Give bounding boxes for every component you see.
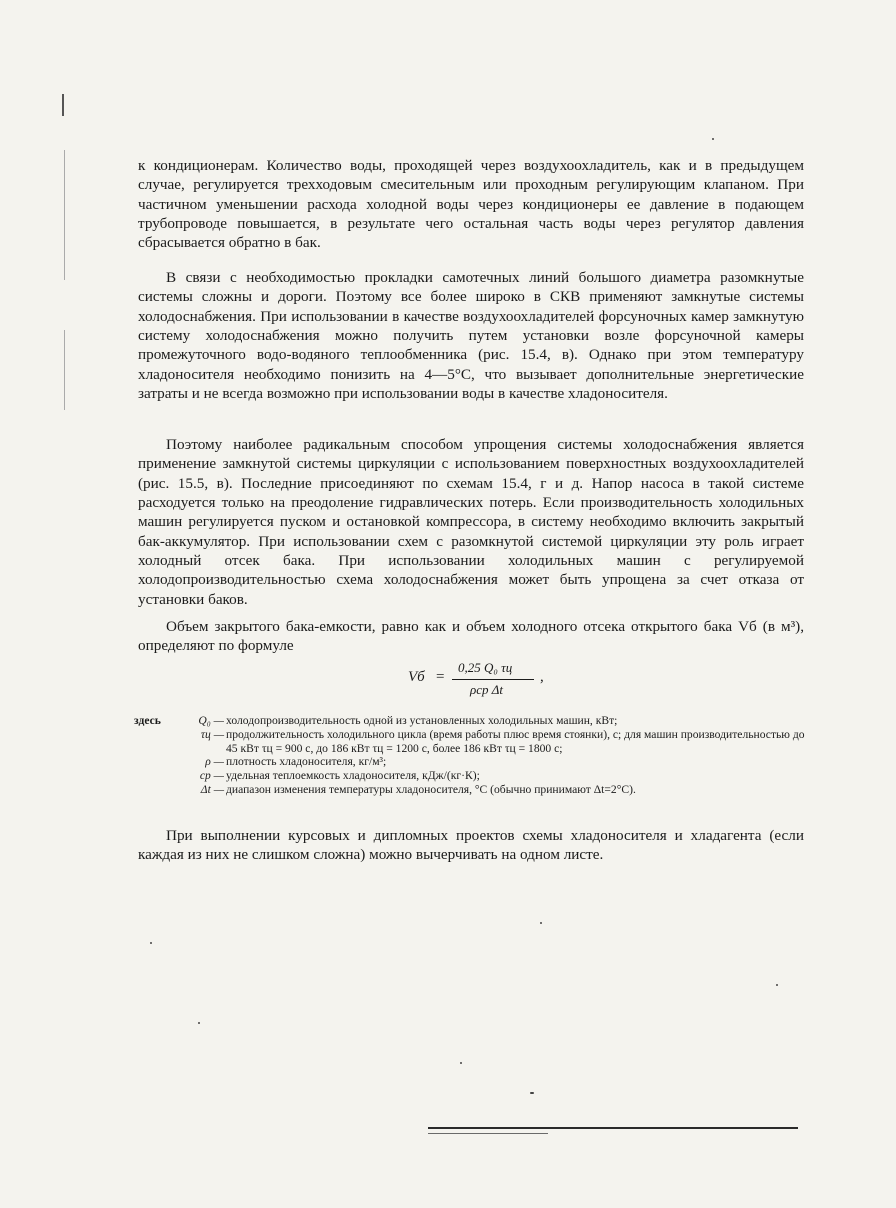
legend-text: продолжительность холодильного цикла (время работы плюс время стоянки), с; для машин производительностью до 45 кВт τц = 900 с, до 186 кВт τц = 1200 с, более 186 кВт τц = 1800 с; <box>226 727 805 755</box>
paragraph-4: Объем закрытого бака-емкости, равно как и объем холодного отсека открытого бака Vб (в м³), определяют по формуле <box>138 618 804 655</box>
tank-volume-formula <box>408 660 568 704</box>
scan-speck <box>712 138 714 140</box>
legend-symbol: Q₀ — <box>198 714 224 727</box>
legend-symbol: ρ — <box>205 755 224 769</box>
scan-edge-mark <box>64 330 65 410</box>
legend-text: плотность хладоносителя, кг/м³; <box>226 755 387 769</box>
scan-speck <box>460 1062 462 1064</box>
formula-equals: = <box>436 669 445 685</box>
legend-text: удельная теплоемкость хладоносителя, кДж/(кг·К); <box>226 769 480 783</box>
formula-lhs: Vб <box>408 669 425 685</box>
paragraph-1: к кондиционерам. Количество воды, проходящей через воздухоохладитель, как и в предыдущем случае, регулируется трехходовым смесительным или проходным регулирующим клапаном. При частичном уменьшении расхода холодной воды через кондиционеры ее давление в подающем трубопроводе повышается, в результате чего остальная часть воды через регулятор давления сбрасывается обратно в бак. <box>138 157 804 252</box>
scan-speck <box>776 984 778 986</box>
legend-row <box>134 728 814 756</box>
formula-numerator: 0,25 Q₀ τц <box>458 660 513 675</box>
legend-row <box>134 769 814 783</box>
legend-text: холодопроизводительность одной из установленных холодильных машин, кВт; <box>226 714 618 727</box>
legend-symbol: cp — <box>199 769 224 783</box>
scan-speck <box>198 1022 200 1024</box>
legend-label: здесь <box>134 714 161 727</box>
legend-row <box>134 783 814 797</box>
formula-denominator: ρcp Δt <box>470 682 504 697</box>
legend-row <box>134 714 814 728</box>
footnote-rule-secondary <box>428 1133 548 1134</box>
formula-legend <box>134 714 814 797</box>
legend-symbol: Δt — <box>200 782 224 796</box>
scan-edge-mark <box>62 94 64 116</box>
legend-row <box>134 755 814 769</box>
paragraph-3: Поэтому наиболее радикальным способом упрощения системы холодоснабжения является применение замкнутой системы циркуляции с использованием поверхностных воздухоохладителей (рис. 15.5, в). Последние присоединяют по схемам 15.4, г и д. Напор насоса в такой системе расходуется только на преодоление гидравлических потерь. Если производительность холодильных машин регулируется пуском и остановкой компрессора, в систему необходимо включить закрытый бак-аккумулятор. При использовании схем с разомкнутой системой циркуляции эту роль играет холодный отсек бака. При использовании холодильных машин с регулируемой холодопроизводительностью схема холодоснабжения может быть упрощена за счет отказа от установки баков. <box>138 436 804 608</box>
scan-edge-mark <box>64 150 65 280</box>
paragraph-2: В связи с необходимостью прокладки самотечных линий большого диаметра разомкнутые системы сложны и дороги. Поэтому все более широко в СКВ применяют замкнутые системы холодоснабжения. При использовании в качестве воздухоохладителей форсуночных камер замкнутую систему холодоснабжения можно получить путем установки возле форсуночной камеры промежуточного водо-водяного теплообменника (рис. 15.4, в). Однако при этом температуру хладоносителя необходимо понизить на 4—5°С, что вызывает дополнительные энергетические затраты и не всегда возможно при использовании воды в качестве хладоносителя. <box>138 269 804 403</box>
formula-trailing-comma: , <box>540 669 544 685</box>
legend-symbol: τц — <box>200 727 224 741</box>
paragraph-5: При выполнении курсовых и дипломных проектов схемы хладоносителя и хладагента (если каждая из них не слишком сложна) можно вычерчивать на одном листе. <box>138 827 804 864</box>
footnote-rule <box>428 1127 798 1129</box>
legend-text: диапазон изменения температуры хладоносителя, °С (обычно принимают Δt=2°С). <box>226 782 636 796</box>
scan-speck <box>540 922 542 924</box>
fraction-bar <box>452 679 534 680</box>
scan-speck <box>530 1092 534 1094</box>
scan-speck <box>150 942 152 944</box>
